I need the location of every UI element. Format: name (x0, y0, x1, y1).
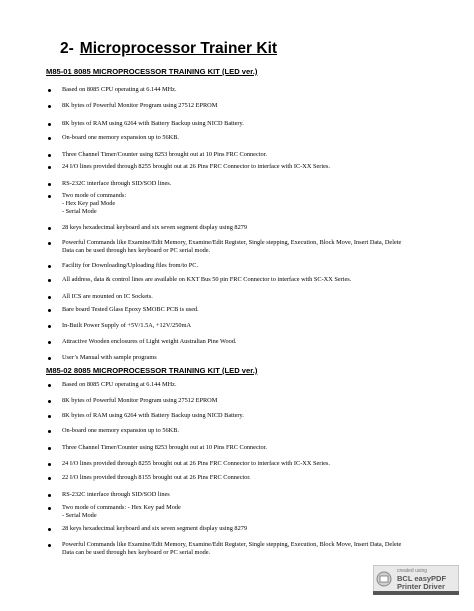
bullet-icon (48, 279, 51, 282)
list-item-line: Powerful Commands like Examine/Edit Memory, Examine/Edit Register, Single stepping, Execution, Block Move, Insert Data, Delete (62, 239, 402, 246)
section-heading-m85-01: M85-01 8085 MICROPROCESSOR TRAINING KIT (LED ver.) (46, 67, 258, 76)
bullet-icon (48, 494, 51, 497)
list-item-text (62, 338, 434, 346)
watermark-line1: created using (397, 568, 428, 574)
bullet-icon (48, 341, 51, 344)
watermark-strip (373, 591, 459, 595)
list-item-text (62, 134, 434, 142)
list-item-line: 24 I/O lines provided through 8255 brought out at 26 Pins FRC Connector to interface with IC-XX Series. (62, 163, 330, 170)
list-item-text (62, 163, 434, 171)
list-item-text (62, 541, 434, 557)
list-item-line: Powerful Commands like Examine/Edit Memory, Examine/Edit Register, Single stepping, Execution, Block Move, Insert Data, Delete (62, 541, 402, 548)
list-item-text (62, 102, 434, 110)
bullet-icon (48, 166, 51, 169)
title-number: 2- (60, 40, 74, 57)
list-item-text (62, 322, 434, 330)
list-item-line: RS-232C interface through SID/SOD lines (62, 491, 170, 498)
bullet-icon (48, 242, 51, 245)
list-item-text (62, 192, 434, 216)
list-item-text (62, 306, 434, 314)
bullet-icon (48, 105, 51, 108)
section-heading-m85-02: M85-02 8085 MICROPROCESSOR TRAINING KIT (LED ver.) (46, 366, 258, 375)
list-item-text (62, 224, 434, 232)
list-item-line: On-board one memory expansion up to 56KB. (62, 427, 179, 434)
list-item-line: Two mode of commands: (62, 192, 127, 199)
list-item-text (62, 86, 434, 94)
list-item-text (62, 474, 434, 482)
list-item-line: Based on 8085 CPU operating at 6.144 MHz. (62, 86, 177, 93)
list-item-text (62, 262, 434, 270)
list-item-line: All address, data & control lines are available on KXT Bus 50 pin FRC Connector to interface with SC-XX Series. (62, 276, 352, 283)
bullet-icon (48, 183, 51, 186)
list-item-line: - Hex Key pad Mode (62, 200, 116, 207)
list-item-line: Based on 8085 CPU operating at 6.144 MHz. (62, 381, 177, 388)
bullet-icon (48, 154, 51, 157)
list-item-text (62, 381, 434, 389)
list-item-text (62, 444, 434, 452)
list-item-line: 8K bytes of Powerful Monitor Program using 27512 EPROM (62, 102, 218, 109)
list-item-text (62, 460, 434, 468)
bullet-icon (48, 463, 51, 466)
bullet-icon (48, 544, 51, 547)
list-item-text (62, 525, 434, 533)
bullet-icon (48, 123, 51, 126)
list-item-text (62, 293, 434, 301)
bullet-icon (48, 447, 51, 450)
list-item-line: - Serial Mode (62, 208, 97, 215)
list-item-line: 8K bytes of RAM using 6264 with Battery Backup using NICD Battery. (62, 120, 244, 127)
list-item-line: Two mode of commands: - Hex Key pad Mode (62, 504, 181, 511)
list-item-line: Facility for Downloading/Uploading files from/to PC. (62, 262, 199, 269)
bullet-icon (48, 384, 51, 387)
title-text: Microprocessor Trainer Kit (79, 40, 278, 57)
list-item-text (62, 120, 434, 128)
list-item-line: Three Channel Timer/Counter using 8253 brought out at 10 Pins FRC Connector. (62, 444, 267, 451)
list-item-text (62, 427, 434, 435)
list-item-line: 28 keys hexadecimal keyboard and six seven segment display using 8279 (62, 525, 248, 532)
list-item-text (62, 151, 434, 159)
list-item-line: On-board one memory expansion up to 56KB. (62, 134, 179, 141)
list-item-text (62, 239, 434, 255)
list-item-line: All ICS are mounted on IC Sockets. (62, 293, 153, 300)
bullet-icon (48, 400, 51, 403)
bullet-icon (48, 309, 51, 312)
bullet-icon (48, 265, 51, 268)
bullet-icon (48, 415, 51, 418)
list-item-line: Data can be used through hex keyboard or PC serial mode. (62, 549, 211, 556)
list-item-text (62, 180, 434, 188)
list-item-line: Attractive Wooden enclosures of Light weight Australian Pine Wood. (62, 338, 237, 345)
bullet-icon (48, 477, 51, 480)
list-item-line: 8K bytes of RAM using 6264 with Battery Backup using NICD Battery. (62, 412, 244, 419)
list-item-line: 28 keys hexadecimal keyboard and six seven segment display using 8279 (62, 224, 248, 231)
list-item-text (62, 354, 434, 362)
list-item-line: In-Built Power Supply of +5V/1.5A, +12V/250mA (62, 322, 192, 329)
bullet-icon (48, 227, 51, 230)
list-item-text (62, 276, 434, 284)
list-item-line: RS-232C interface through SID/SOD lines. (62, 180, 172, 187)
list-item-line: Three Channel Timer/Counter using 8253 brought out at 10 Pins FRC Connector. (62, 151, 267, 158)
list-item-text (62, 397, 434, 405)
list-item-line: User’s Manual with sample programs (62, 354, 157, 361)
pdf-watermark (373, 565, 459, 595)
bullet-icon (48, 137, 51, 140)
page-title (60, 40, 277, 58)
bullet-icon (48, 507, 51, 510)
list-item-text (62, 412, 434, 420)
printer-logo-icon (376, 571, 392, 587)
list-item-line: Data can be used through hex keyboard or PC serial mode. (62, 247, 211, 254)
bullet-icon (48, 430, 51, 433)
bullet-icon (48, 89, 51, 92)
bullet-icon (48, 528, 51, 531)
watermark-line3: Printer Driver (397, 582, 445, 591)
bullet-icon (48, 325, 51, 328)
list-item-line: 24 I/O lines provided through 8255 brought out at 26 Pins FRC Connector to interface with IC-XX Series. (62, 460, 330, 467)
list-item-line: - Serial Mode (62, 512, 97, 519)
bullet-icon (48, 195, 51, 198)
watermark-line2: BCL easyPDF (397, 574, 447, 583)
bullet-icon (48, 357, 51, 360)
bullet-icon (48, 296, 51, 299)
list-item-line: 8K bytes of Powerful Monitor Program using 27512 EPROM (62, 397, 218, 404)
list-item-text (62, 504, 434, 520)
list-item-line: 22 I/O lines provided through 8155 brought out at 26 Pins FRC Connector. (62, 474, 251, 481)
list-item-text (62, 491, 434, 499)
list-item-line: Bare board Tested Glass Epoxy SMOBC PCB is used. (62, 306, 199, 313)
